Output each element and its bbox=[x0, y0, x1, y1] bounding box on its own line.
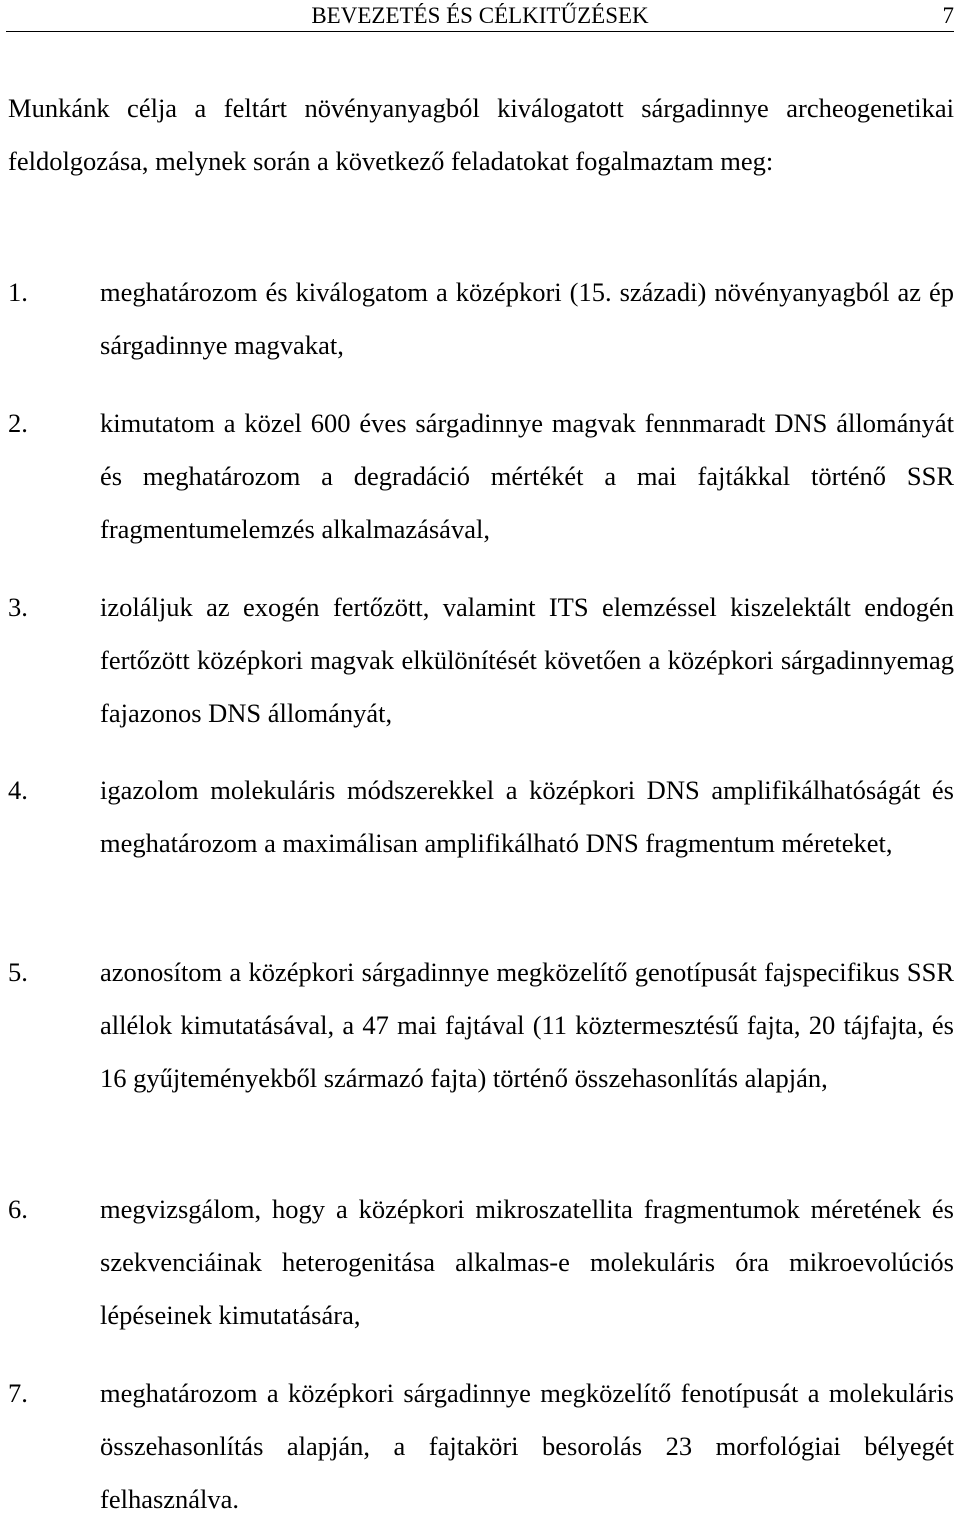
list-item bbox=[8, 397, 954, 556]
list-item bbox=[8, 1367, 954, 1526]
chapter-title: BEVEZETÉS ÉS CÉLKITŰZÉSEK bbox=[311, 3, 649, 28]
list-item bbox=[8, 266, 954, 372]
intro-paragraph: Munkánk célja a feltárt növényanyagból kiválogatott sárgadinnye archeogenetikai feldolgozása, melynek során a következő feladatokat fogalmaztam meg: bbox=[8, 93, 954, 176]
list-item-number: 4. bbox=[8, 775, 28, 805]
list-item-text: igazolom molekuláris módszerekkel a középkori DNS amplifikálhatóságát és meghatározom a maximálisan amplifikálható DNS fragmentum méreteket, bbox=[100, 775, 954, 858]
list-item-text: megvizsgálom, hogy a középkori mikroszatellita fragmentumok méretének és szekvenciáinak heterogenitása alkalmas-e molekuláris óra mikroevolúciós lépéseinek kimutatására, bbox=[100, 1194, 954, 1330]
list-item bbox=[8, 1183, 954, 1342]
list-item-text: izoláljuk az exogén fertőzött, valamint ITS elemzéssel kiszelektált endogén fertőzött középkori magvak elkülönítését követően a középkori sárgadinnyemag fajazonos DNS állományát, bbox=[100, 592, 954, 728]
list-item-text: meghatározom és kiválogatom a középkori (15. századi) növényanyagból az ép sárgadinnye magvakat, bbox=[100, 277, 954, 360]
list-item bbox=[8, 946, 954, 1105]
list-item-number: 5. bbox=[8, 957, 28, 987]
list-item-number: 6. bbox=[8, 1194, 28, 1224]
list-item-number: 3. bbox=[8, 592, 28, 622]
page-header bbox=[6, 0, 954, 32]
page-number: 7 bbox=[942, 3, 954, 28]
list-item-number: 1. bbox=[8, 277, 28, 307]
list-item bbox=[8, 764, 954, 870]
list-item-text: kimutatom a közel 600 éves sárgadinnye magvak fennmaradt DNS állományát és meghatározom a degradáció mértékét a mai fajtákkal történő SSR fragmentumelemzés alkalmazásával, bbox=[100, 408, 954, 544]
list-item bbox=[8, 581, 954, 740]
list-item-number: 7. bbox=[8, 1378, 28, 1408]
list-item-text: meghatározom a középkori sárgadinnye megközelítő fenotípusát a molekuláris összehasonlítás alapján, a fajtaköri besorolás 23 morfológiai bélyegét felhasználva. bbox=[100, 1378, 954, 1514]
list-item-number: 2. bbox=[8, 408, 28, 438]
list-item-text: azonosítom a középkori sárgadinnye megközelítő genotípusát fajspecifikus SSR allélok kimutatásával, a 47 mai fajtával (11 köztermesztésű fajta, 20 tájfajta, és 16 gyűjteményekből származó fajta) történő összehasonlítás alapján, bbox=[100, 957, 954, 1093]
